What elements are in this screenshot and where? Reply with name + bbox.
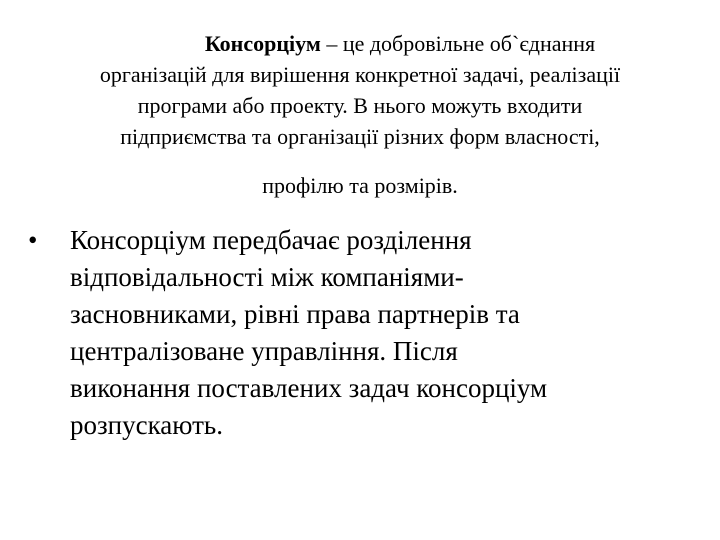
definition-line-1 <box>30 28 690 59</box>
bullet-item <box>28 222 688 444</box>
bullet-line-5: виконання поставлених задач консорціум <box>70 373 548 403</box>
bullet-line-6: розпускають. <box>70 410 223 440</box>
definition-line-5: профілю та розмірів. <box>262 173 458 198</box>
bullet-line-4: централізоване управління. Після <box>70 336 458 366</box>
definition-paragraph <box>30 28 690 201</box>
definition-line-2: організацій для вирішення конкретної задачі, реалізації <box>99 62 621 87</box>
bullet-icon: • <box>28 225 38 255</box>
bullet-text <box>70 222 688 444</box>
bullet-line-2: відповідальності між компаніями- <box>70 262 464 292</box>
definition-term: Консорціум <box>204 31 321 56</box>
definition-line-3: програми або проекту. В нього можуть входити <box>137 93 583 118</box>
bullet-line-1: Консорціум передбачає розділення <box>70 225 472 255</box>
bullet-line-3: засновниками, рівні права партнерів та <box>70 299 520 329</box>
definition-line-4: підприємства та організації різних форм власності, <box>120 124 600 149</box>
definition-line-1-text: – це добровільне об`єднання <box>320 31 596 56</box>
